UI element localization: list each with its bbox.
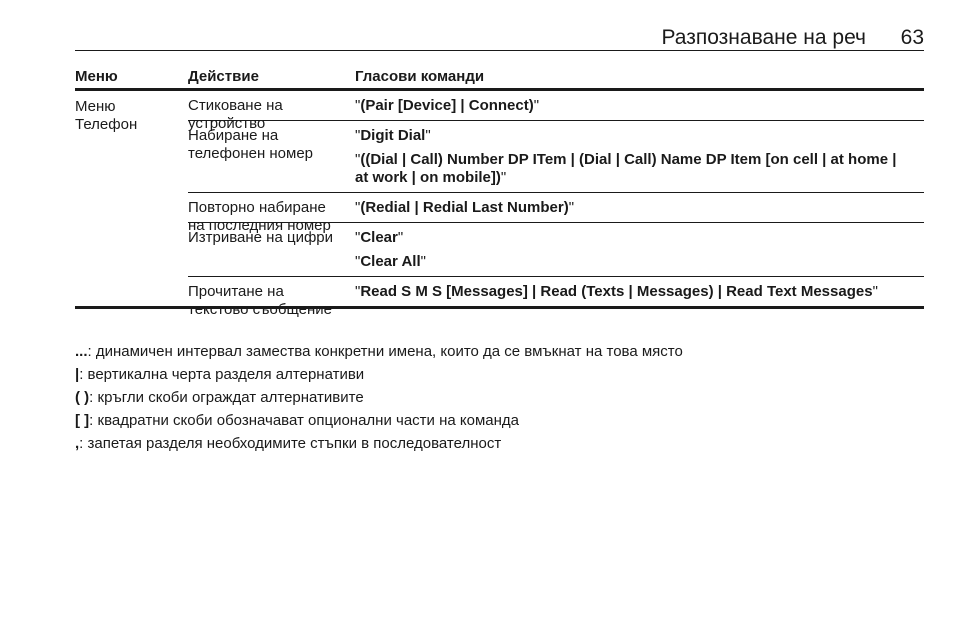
legend-text: : запетая разделя необходимите стъпки в последователност [79,435,502,452]
table-row [188,193,924,234]
commands-cell [355,277,924,306]
voice-command [355,253,924,271]
voice-command [355,229,924,247]
table-group [75,91,924,318]
legend-symbol: ( ) [75,389,90,406]
command-text: Read S M S [Messages] | Read (Texts | Messages) | Read Text Messages [360,283,873,300]
commands-cell [355,223,924,276]
command-line: "Read S M S [Messages] | Read (Texts | Messages) | Read Text Messages" [355,283,878,300]
action-label: Стиковане на [188,97,283,114]
command-text: at work | on mobile]) [355,169,501,186]
menu-label: Меню [75,98,116,115]
command-line: "(Pair [Device] | Connect)" [355,97,540,114]
command-line: "((Dial | Call) Number DP ITem | (Dial | Call) Name DP Item [on cell | at home | [355,151,897,168]
voice-command [355,151,924,187]
command-line: "Digit Dial" [355,127,431,144]
action-label: Набиране на [188,127,279,144]
legend [75,343,683,458]
voice-command [355,199,924,217]
column-header-action: Действие [188,68,259,85]
menu-label: Телефон [75,116,138,133]
voice-command [355,127,924,145]
legend-text: : квадратни скоби обозначават опционални части на команда [89,412,519,429]
action-label: телефонен номер [188,145,314,162]
command-text: ((Dial | Call) Number DP ITem | (Dial | Call) Name DP Item [on cell | at home | [360,151,897,168]
action-label: устройство [188,115,266,132]
commands-cell [355,121,924,192]
legend-item [75,435,683,458]
legend-symbol: [ ] [75,412,90,429]
page-title: Разпознаване на реч [661,26,866,49]
voice-command [355,283,924,301]
legend-text: : кръгли скоби ограждат алтернативите [89,389,364,406]
command-text: (Pair [Device] | Connect) [360,97,534,114]
table-row [188,223,924,277]
action-cell [188,283,353,319]
action-label: Прочитане на [188,283,284,300]
legend-text: : динамичен интервал замества конкретни имена, които да се вмъкнат на това място [87,343,683,360]
legend-text: : вертикална черта разделя алтернативи [79,366,365,383]
command-text: Clear [360,229,398,246]
commands-cell [355,193,924,222]
legend-item [75,343,683,366]
command-text: Clear All [360,253,421,270]
table-row [188,277,924,318]
command-text: Digit Dial [360,127,426,144]
page-number: 63 [900,26,924,49]
table-header [75,67,924,91]
command-line: "Clear" [355,229,404,246]
table-body [75,91,924,318]
column-header-menu: Меню [75,68,118,85]
legend-symbol: | [75,366,80,383]
table-row [188,121,924,193]
legend-item [75,366,683,389]
voice-command [355,97,924,115]
command-line: "Clear All" [355,253,426,270]
table-row [188,91,924,132]
legend-item [75,389,683,412]
page-header [75,22,924,51]
action-label: на последния номер [188,217,331,234]
legend-item [75,412,683,435]
action-label: Изтриване на цифри [188,229,334,246]
action-cell [188,127,353,163]
command-line: at work | on mobile])" [355,169,507,186]
menu-cell [75,98,137,134]
legend-symbol: , [75,435,80,452]
commands-cell [355,91,924,120]
action-cell [188,229,353,247]
command-text: (Redial | Redial Last Number) [360,199,569,216]
column-header-commands: Гласови команди [355,68,485,85]
command-line: "(Redial | Redial Last Number)" [355,199,575,216]
voice-commands-table [75,67,924,318]
action-label: текстово съобщение [188,301,332,318]
action-label: Повторно набиране [188,199,326,216]
legend-symbol: ... [75,343,88,360]
